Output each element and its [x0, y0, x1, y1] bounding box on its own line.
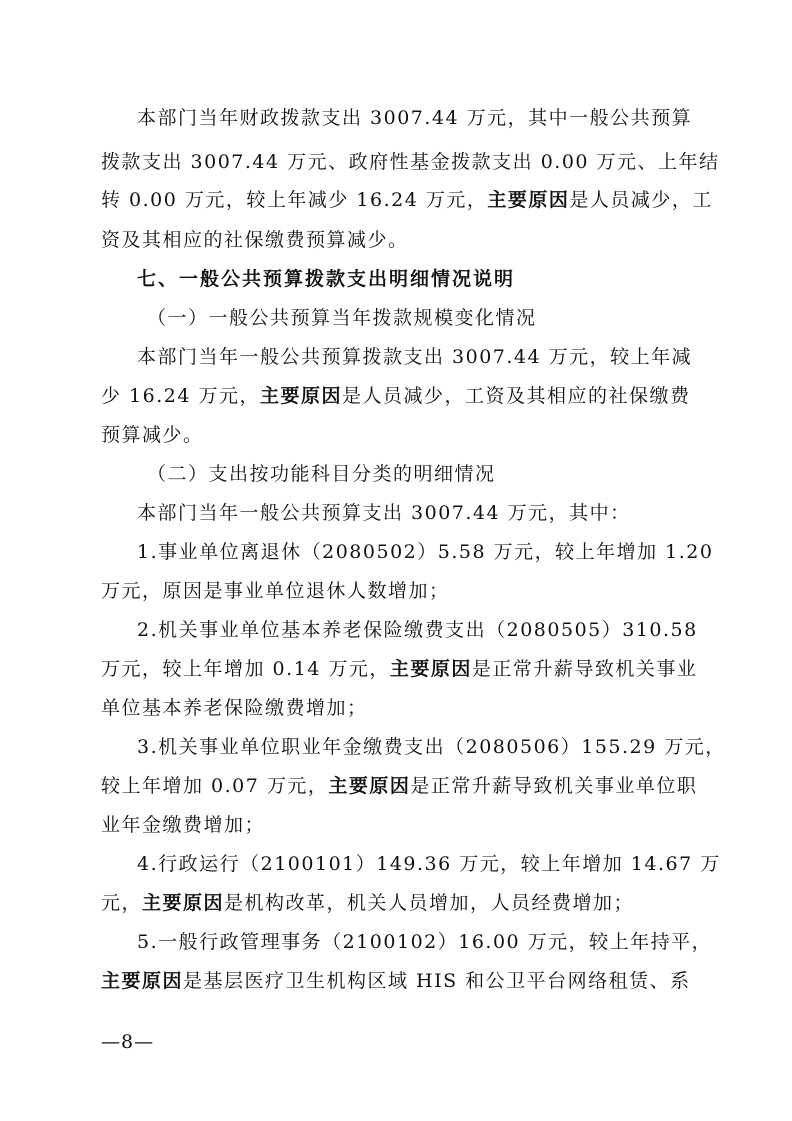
text-span: 是正常升薪导致机关事业 — [471, 658, 698, 680]
item3-line3: 业年金缴费增加； — [101, 814, 266, 836]
text-span: 是人员减少，工资及其相应的社保缴费 — [342, 385, 691, 407]
item3-line2 — [0, 773, 792, 799]
item1-line2: 万元，原因是事业单位退休人数增加； — [101, 580, 450, 602]
item4-line1: 4.行政运行（2100101）149.36 万元，较上年增加 14.67 万 — [137, 853, 721, 875]
text-span: 万元，较上年增加 0.14 万元， — [101, 658, 390, 680]
subsection-2-heading: （二）支出按功能科目分类的明细情况 — [147, 463, 496, 485]
text-span: 较上年增加 0.07 万元， — [101, 775, 329, 797]
p1-line3 — [0, 187, 792, 213]
sub2-intro: 本部门当年一般公共预算支出 3007.44 万元，其中： — [137, 502, 631, 524]
sub1-line2 — [0, 383, 792, 409]
page-number: —8— — [101, 1031, 155, 1053]
text-span: 少 16.24 万元， — [101, 385, 260, 407]
sub1-line3: 预算减少。 — [101, 424, 204, 446]
emphasis-text: 主要原因 — [142, 892, 225, 914]
p1-line2: 拨款支出 3007.44 万元、政府性基金拨款支出 0.00 万元、上年结 — [101, 151, 720, 173]
item4-line2 — [0, 890, 792, 916]
text-span: 转 0.00 万元，较上年减少 16.24 万元， — [101, 189, 488, 211]
item2-line3: 单位基本养老保险缴费增加； — [101, 697, 368, 719]
text-span: 是人员减少，工 — [569, 189, 713, 211]
sub1-line1: 本部门当年一般公共预算拨款支出 3007.44 万元，较上年减 — [137, 346, 693, 368]
text-span: 是基层医疗卫生机构区域 HIS 和公卫平台网络租赁、系 — [183, 970, 691, 992]
p1-line4: 资及其相应的社保缴费预算减少。 — [101, 229, 409, 251]
item5-line1: 5.一般行政管理事务（2100102）16.00 万元，较上年持平， — [137, 931, 713, 953]
item2-line1: 2.机关事业单位基本养老保险缴费支出（2080505）310.58 — [137, 619, 698, 641]
text-span: 元， — [101, 892, 143, 914]
item2-line2 — [0, 656, 792, 682]
item3-line1: 3.机关事业单位职业年金缴费支出（2080506）155.29 万元， — [137, 736, 726, 758]
p1-line1: 本部门当年财政拨款支出 3007.44 万元，其中一般公共预算 — [137, 107, 693, 129]
emphasis-text: 主要原因 — [487, 189, 570, 211]
subsection-1-heading: （一）一般公共预算当年拨款规模变化情况 — [147, 307, 537, 329]
emphasis-text: 主要原因 — [328, 775, 411, 797]
section-7-heading: 七、一般公共预算拨款支出明细情况说明 — [137, 268, 516, 290]
emphasis-text: 主要原因 — [101, 970, 184, 992]
text-span: 是正常升薪导致机关事业单位职 — [410, 775, 698, 797]
text-span: 是机构改革，机关人员增加，人员经费增加； — [224, 892, 635, 914]
emphasis-text: 主要原因 — [389, 658, 472, 680]
emphasis-text: 主要原因 — [259, 385, 342, 407]
item5-line2 — [0, 968, 792, 994]
item1-line1: 1.事业单位离退休（2080502）5.58 万元，较上年增加 1.20 — [137, 541, 714, 563]
